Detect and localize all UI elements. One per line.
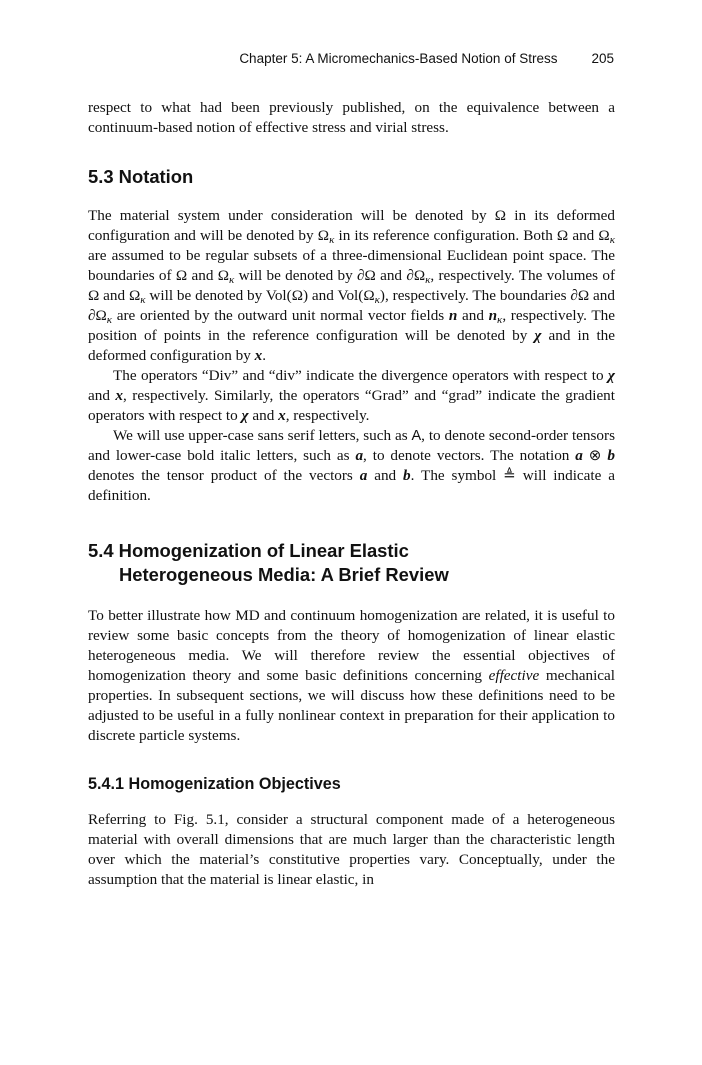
notation-paragraph-2: The operators “Div” and “div” indicate the divergence operators with respect to χ and x, respectively. Similarly, the operators “Grad” and “grad” indicate the gradient operators with respect to χ and x, respectively.: [88, 367, 615, 424]
objectives-paragraph: Referring to Fig. 5.1, consider a structural component made of a heterogeneous material with overall dimensions that are much larger than the characteristic length over which the material’s constitutive properties vary. Conceptually, under the assumption that the material is linear elastic, in: [88, 811, 615, 888]
section-heading-5-4-line-2: Heterogeneous Media: A Brief Review: [119, 564, 449, 585]
intro-paragraph: respect to what had been previously published, on the equivalence between a continuum-based notion of effective stress and virial stress.: [88, 99, 615, 136]
running-title: Chapter 5: A Micromechanics-Based Notion of Stress: [239, 51, 558, 66]
subsection-heading-5-4-1: 5.4.1 Homogenization Objectives: [88, 775, 341, 793]
notation-paragraph-1: The material system under consideration will be denoted by Ω in its deformed configuration and will be denoted by $\Omega_\kappa$ in its reference configuration. Both Ω and $\Omega_\kappa$ are assumed to be regular subsets of a three-dimensional Euclidean point space. The boundaries of Ω and $\Omega_\kappa$ will be denoted by ∂Ω and $\partial\Omega_\kappa$, respectively. The volumes of Ω and $\Omega_\kappa$ will be denoted by Vol(Ω) and $Vol(\Omega_\kappa)$, respectively. The boundaries ∂Ω and $\partial\Omega_\kappa$ are oriented by the outward unit normal vector fields n and $n_\kappa$, respectively. The position of points in the reference configuration will be denoted by χ and in the deformed configuration by x.: [88, 207, 616, 364]
section-heading-5-4-line-1: 5.4 Homogenization of Linear Elastic: [88, 540, 409, 561]
section-heading-5-3: 5.3 Notation: [88, 166, 194, 187]
section-heading-5-4: [88, 539, 615, 587]
homogenization-paragraph: To better illustrate how MD and continuum homogenization are related, it is useful to review some basic concepts from the theory of homogenization of linear elastic heterogeneous media. We will therefore review the essential objectives of homogenization theory and some basic definitions concerning effective mechanical properties. In subsequent sections, we will discuss how these definitions need to be adjusted to be useful in a fully nonlinear context in preparation for their application to discrete particle systems.: [88, 607, 615, 744]
running-header: [88, 51, 614, 66]
notation-paragraph-3: We will use upper-case sans serif letters, such as A, to denote second-order tensors and lower-case bold italic letters, such as a, to denote vectors. The notation a ⊗ b denotes the tensor product of the vectors a and b. The symbol ≜ will indicate a definition.: [88, 427, 616, 504]
page-number: 205: [591, 51, 614, 66]
page-body: [88, 98, 615, 890]
